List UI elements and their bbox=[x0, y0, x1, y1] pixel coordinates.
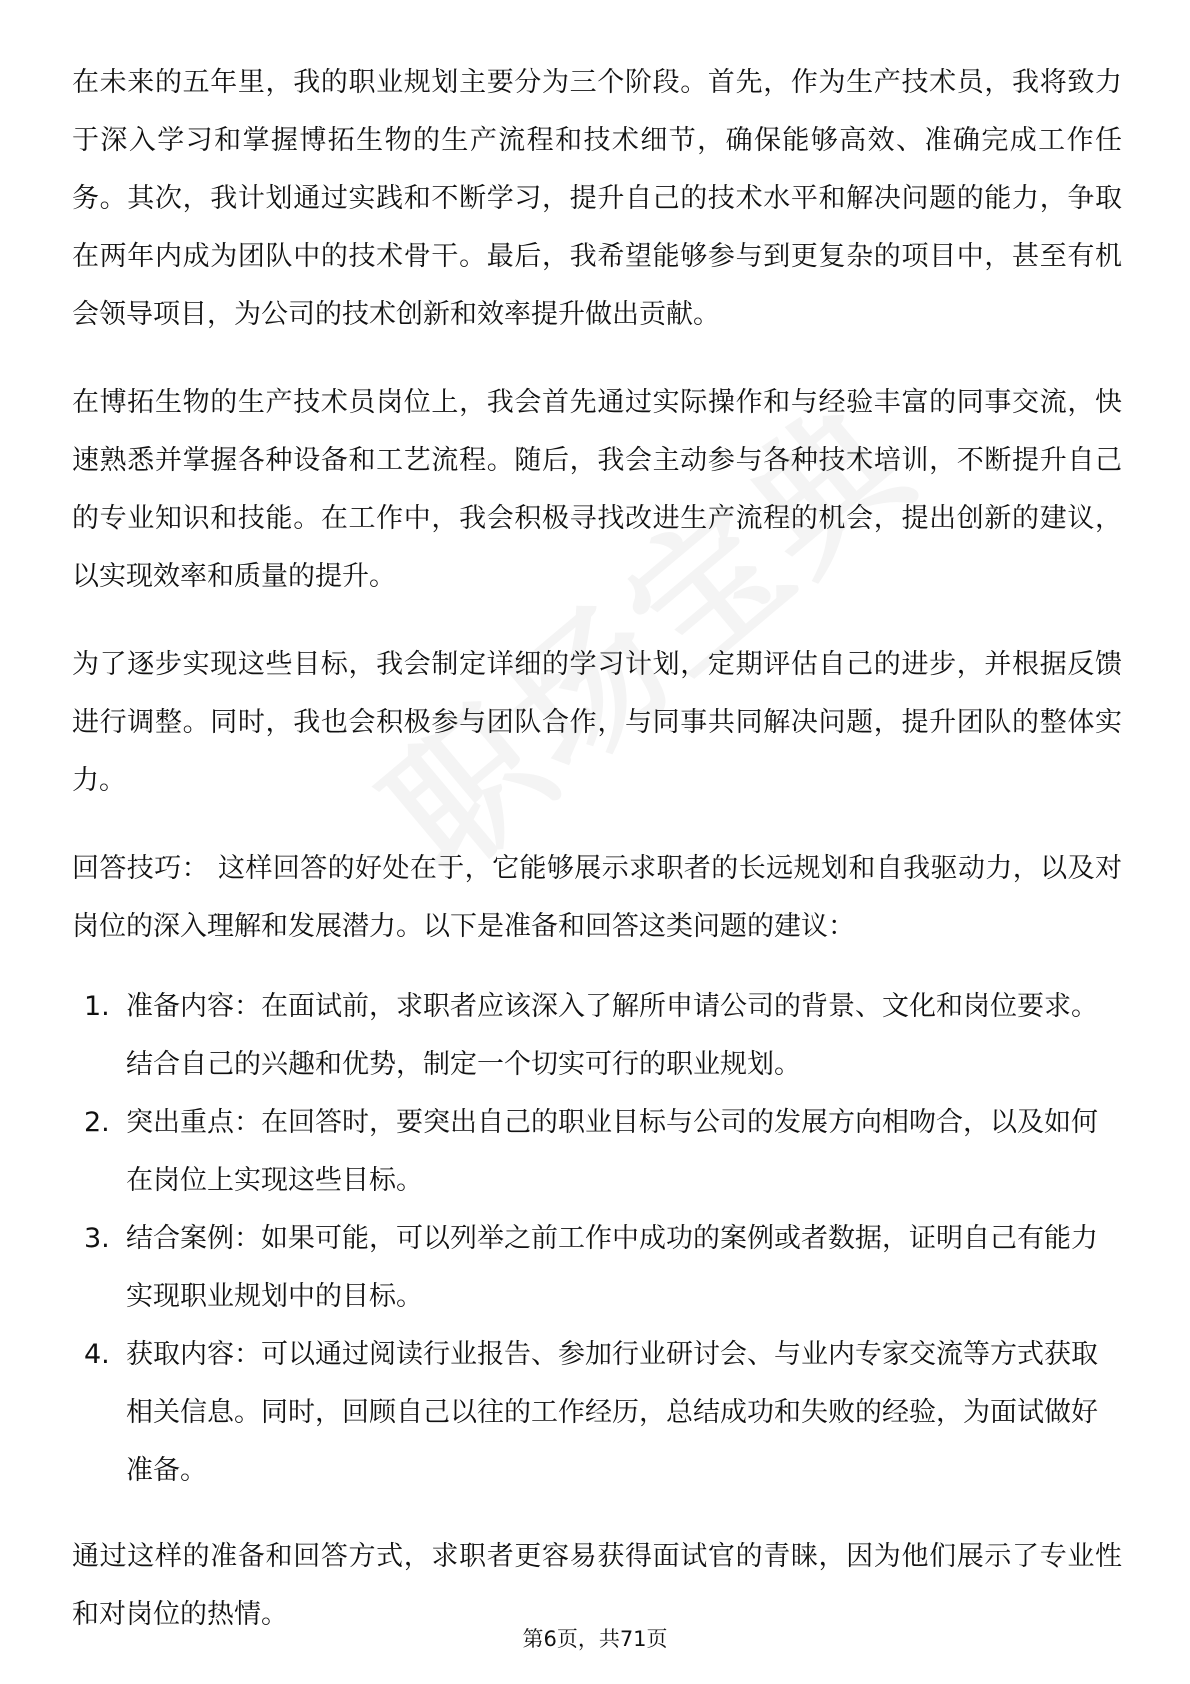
answer-tips-intro: 回答技巧： 这样回答的好处在于，它能够展示求职者的长远规划和自我驱动力，以及对岗位的深入理解和发展潜力。以下是准备和回答这类问题的建议： bbox=[72, 853, 1122, 942]
tips-list bbox=[72, 978, 1122, 1500]
list-item-number: 1. bbox=[84, 991, 110, 1022]
page-number: 第6页，共71页 bbox=[522, 1627, 668, 1651]
list-item bbox=[72, 978, 1122, 1094]
list-item-number: 4. bbox=[84, 1339, 110, 1370]
list-item bbox=[72, 1094, 1122, 1210]
list-item bbox=[72, 1210, 1122, 1326]
list-item bbox=[72, 1326, 1122, 1500]
list-item-number: 2. bbox=[84, 1107, 110, 1138]
goal-execution-paragraph: 为了逐步实现这些目标，我会制定详细的学习计划，定期评估自己的进步，并根据反馈进行调整。同时，我也会积极参与团队合作，与同事共同解决问题，提升团队的整体实力。 bbox=[72, 649, 1122, 796]
list-item-text: 获取内容：可以通过阅读行业报告、参加行业研讨会、与业内专家交流等方式获取相关信息。同时，回顾自己以往的工作经历，总结成功和失败的经验，为面试做好准备。 bbox=[126, 1339, 1098, 1486]
career-plan-paragraph: 在未来的五年里，我的职业规划主要分为三个阶段。首先，作为生产技术员，我将致力于深入学习和掌握博拓生物的生产流程和技术细节，确保能够高效、准确完成工作任务。其次，我计划通过实践和不断学习，提升自己的技术水平和解决问题的能力，争取在两年内成为团队中的技术骨干。最后，我希望能够参与到更复杂的项目中，甚至有机会领导项目，为公司的技术创新和效率提升做出贡献。 bbox=[72, 67, 1122, 330]
list-item-text: 结合案例：如果可能，可以列举之前工作中成功的案例或者数据，证明自己有能力实现职业规划中的目标。 bbox=[126, 1223, 1098, 1312]
list-item-text: 准备内容：在面试前，求职者应该深入了解所申请公司的背景、文化和岗位要求。结合自己的兴趣和优势，制定一个切实可行的职业规划。 bbox=[126, 991, 1098, 1080]
page-content bbox=[72, 54, 1122, 1644]
job-approach-paragraph: 在博拓生物的生产技术员岗位上，我会首先通过实际操作和与经验丰富的同事交流，快速熟悉并掌握各种设备和工艺流程。随后，我会主动参与各种技术培训，不断提升自己的专业知识和技能。在工作中，我会积极寻找改进生产流程的机会，提出创新的建议，以实现效率和质量的提升。 bbox=[72, 387, 1122, 592]
conclusion-paragraph: 通过这样的准备和回答方式，求职者更容易获得面试官的青睐，因为他们展示了专业性和对岗位的热情。 bbox=[72, 1541, 1122, 1630]
list-item-text: 突出重点：在回答时，要突出自己的职业目标与公司的发展方向相吻合，以及如何在岗位上实现这些目标。 bbox=[126, 1107, 1098, 1196]
list-item-number: 3. bbox=[84, 1223, 110, 1254]
